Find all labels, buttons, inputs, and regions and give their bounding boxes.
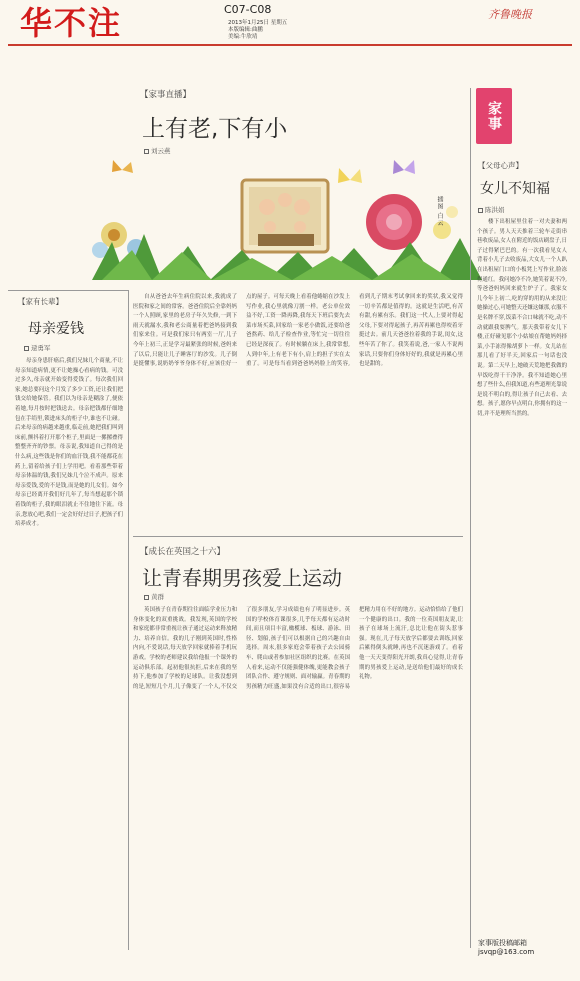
family-illustration (92, 130, 482, 280)
contact-email: jsvqp@163.com (478, 948, 535, 956)
story2-tag: 【家有长辈】 (18, 297, 63, 306)
story3-tag: 【成长在英国之十六】 (140, 547, 226, 557)
illustration-credit: 插图 白云 (436, 196, 443, 227)
story3-byline (144, 592, 164, 601)
issue-date: 2013年1月25日 星期五 (228, 20, 288, 26)
story3-author: 黄群 (151, 593, 164, 601)
left-column-rule (8, 290, 128, 291)
sidebar-body (477, 218, 567, 936)
story2-body (15, 357, 123, 947)
story1-body (133, 293, 463, 531)
story3-rule (133, 536, 463, 537)
masthead: 华不注 (20, 4, 123, 42)
contact-label: 家事版投稿邮箱 (478, 939, 527, 947)
story3-body (133, 606, 463, 946)
paper-name: 齐鲁晚报 (488, 8, 532, 21)
butterfly-purple (393, 160, 415, 174)
story2-byline (24, 343, 51, 352)
sidebar-title: 女儿不知福 (480, 181, 550, 197)
designer-credit: 美编:牛欣靖 (228, 34, 258, 40)
category-badge-text: 家事 (486, 101, 502, 131)
left-column-divider (128, 290, 129, 950)
story1-title: 上有老,下有小 (142, 116, 288, 142)
sidebar-divider (470, 88, 471, 948)
story3-title: 让青春期男孩爱上运动 (142, 566, 342, 590)
sidebar-byline (478, 205, 505, 214)
story1-author: 刘云燕 (151, 147, 171, 155)
sidebar-tag: 【父母心声】 (478, 161, 523, 170)
story3-text: 英国孩子在青春期往往面临学业压力和身体变化的双重挑战。我发现,英国的学校和家庭都非常重视让孩子通过运动来释放精力、培养自信。我的儿子刚到英国时,性格内向,不爱说话,每天放学回家就捧着手机玩游戏。学校的老师建议我给他报一个课外的运动俱乐部。起初他很抗拒,后来在我的坚持下,他参加了学校的足球队。让我没想到的是,短短几个月,儿子像变了一个人,不仅交了很多朋友,学习成绩也有了明显进步。英国的学校体育课很多,几乎每天都有运动时间,而且项目丰富,橄榄球、板球、游泳、田径、划船,孩子们可以根据自己的兴趣自由选择。周末,很多家庭会带着孩子去公园骑车、爬山或者参加社区组织的比赛。在英国人看来,运动不仅能强健体魄,更能教会孩子团队合作、遵守规则、面对输赢。青春期的男孩精力旺盛,如果没有合适的出口,很容易把精力用在不好的地方。运动恰恰给了他们一个健康的出口。我的一位英国朋友说,让孩子在球场上流汗,总比让他在街头惹事强。现在,儿子每天放学后都要去训练,回家后累得倒头就睡,再也不沉迷游戏了。看着他一天天变得阳光开朗,我真心觉得,让青春期的男孩爱上运动,是送给他们最好的成长礼物。 (133, 607, 463, 690)
category-badge (476, 88, 512, 144)
sidebar-text: 楼下出租屋里住着一对夫妻和两个孩子。男人天天推着三轮车走街串巷收废品,女人在附近的饭店刷盘子,日子过得紧巴巴的。有一次我看见女人背着小儿子去收废品,大女儿一个人趴在出租屋门口的小板凳上写作业,脸冻得通红。我问她冷不冷,她笑着说不冷,等爸爸妈妈回来就生炉子了。我家女儿今年上初二,吃的穿的用的从来没让她操过心,可她整天还嫌这嫌那,衣服不是名牌不穿,饭菜不合口味就不吃,动不动就跟我耍脾气。那天我带着女儿下楼,正好碰见那个小姑娘在帮她妈妈择菜,小手冻得像胡萝卜一样。女儿站在那儿看了好半天,回家后一句话也没说。第二天早上,她破天荒地把我做的早饭吃得干干净净。我不知道她心里想了些什么,但我知道,有些道理光靠说是说不明白的,得让孩子自己去看、去想。孩子,愿你早点明白,你拥有的这一切,并不是理所当然的。 (477, 219, 567, 417)
header-meta (228, 20, 287, 41)
sidebar-author: 陈洪娟 (485, 206, 505, 214)
story2-author: 逯勇军 (31, 344, 51, 352)
story2-title: 母亲爱钱 (28, 321, 84, 337)
red-flower (366, 194, 422, 250)
header-rule (8, 44, 572, 46)
story1-tag: 【家事直播】 (140, 90, 192, 100)
butterfly-yellow (338, 168, 362, 183)
editor-credit: 本版编辑:曲鹏 (228, 27, 263, 33)
butterfly-orange (112, 160, 133, 173)
sidebar-contact (478, 938, 534, 956)
story2-text: 母亲身患肝癌后,我们兄妹几个商量,不让母亲知道病情,更不让她操心看病的钱。可没过多久,母亲就开始变得爱钱了。每次我们回家,她总要问这个月发了多少工资,还让我们把钱交给她保管。我们以为母亲是糊涂了,便依着她,每月按时把钱送去。母亲把钱都仔细地包在手绢里,锁进床头的柜子中,谁也不让碰。后来母亲的病越来越重,临走前,她把我们叫到床前,颤抖着打开那个柜子,里面是一摞摞叠得整整齐齐的钞票。母亲说,我知道自己得的是什么病,这些钱是你们的血汗钱,我不能都花在药上,留着给孩子们上学用吧。看着那些带着母亲体温的钱,我们兄妹几个泣不成声。原来母亲爱钱,爱的不是钱,而是她的儿女们。如今母亲已经离开我们好几年了,每当想起那个锁着钱的柜子,我的眼泪就止不住地往下流。母亲,您放心吧,我们一定会好好过日子,把孩子们培养成才。 (15, 358, 123, 528)
page-number: C07-C08 (224, 3, 272, 16)
story1-text: 自从爸爸去年生病住院以来,我就成了医院和家之间的常客。爸爸住院后全靠妈妈一个人照顾,家里的老房子年久失修,一到下雨天就漏水,我和老公商量着把爸妈接到我们家来住。可是我们家只有两室一厅,儿子今年上初三,正是学习最紧张的时候,爸妈来了以后,只能让儿子睡客厅的沙发。儿子倒是挺懂事,说奶奶爷爷身体不好,应该住好一点的屋子。可每天晚上看着他蜷缩在沙发上写作业,我心里就像刀割一样。老公单位效益不好,工资一降再降,我每天下班后要先去菜市场买菜,回家给一家老小做饭,还要给爸爸熬药、给儿子检查作业,等忙完一切往往已经是深夜了。有时候躺在床上,我常常想,人到中年,上有老下有小,肩上的担子实在太重了。可是每当看到爸爸妈妈脸上的笑容,看到儿子期末考试拿回来的奖状,我又觉得一切辛苦都是值得的。这就是生活吧,有苦有甜,有累有乐。我们这一代人,上要对得起父母,下要对得起孩子,再苦再累也得咬着牙挺过去。前几天爸爸拉着我的手说,闺女,这些年苦了你了。我笑着说,爸,一家人不说两家话,只要你们身体好好的,我就是再累心里也是甜的。 (133, 294, 463, 368)
